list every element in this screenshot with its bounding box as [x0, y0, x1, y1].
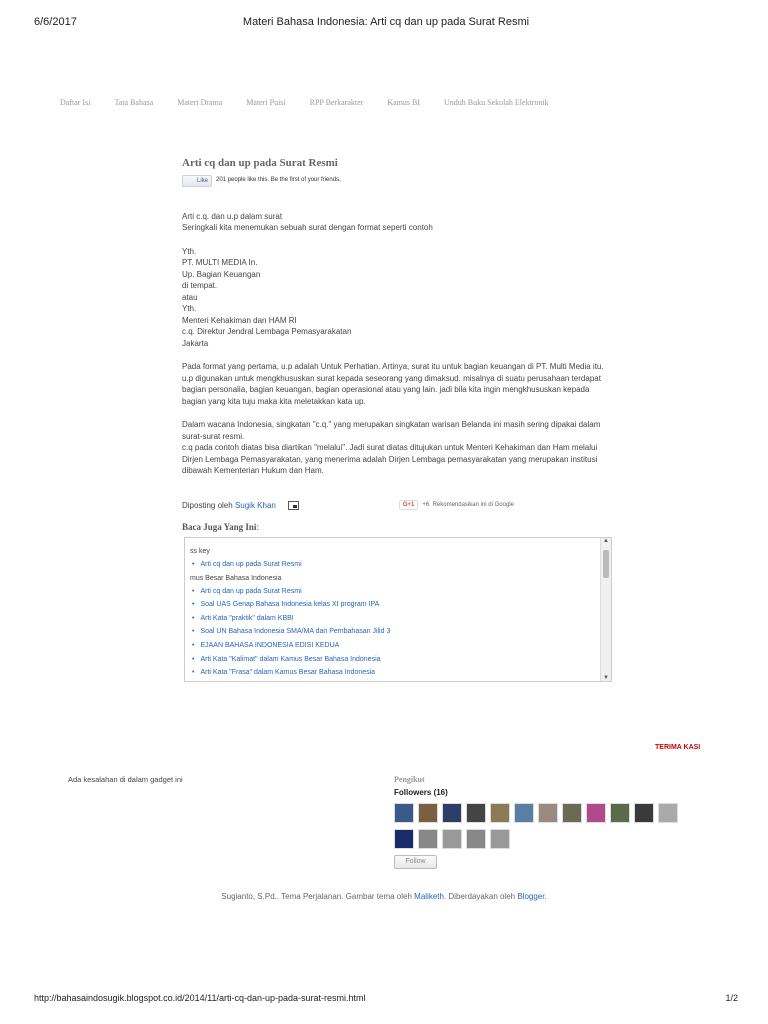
post-footer — [182, 500, 612, 510]
paragraph-up-explanation — [182, 361, 612, 407]
related-link[interactable]: • Arti cq dan up pada Surat Resmi — [190, 558, 611, 572]
facebook-like-row — [182, 175, 612, 187]
nav-item-rpp-berkarakter[interactable]: RPP Berkarakter — [309, 98, 364, 107]
follower-avatar[interactable] — [394, 803, 414, 823]
scroll-thumb[interactable] — [603, 550, 609, 578]
post-line: Seringkali kita menemukan sebuah surat dengan format seperti contoh — [182, 223, 433, 232]
follower-avatars — [394, 803, 689, 855]
follower-avatar[interactable] — [442, 803, 462, 823]
print-page-number: 1/2 — [725, 993, 738, 1003]
paragraph-cq-explanation — [182, 419, 612, 477]
post-line: c.q. Direktur Jendral Lembaga Pemasyarakatan — [182, 327, 352, 336]
credits-middle: . Diberdayakan oleh — [443, 892, 516, 901]
follower-avatar[interactable] — [466, 803, 486, 823]
related-heading-text: Baca Juga Yang Ini — [182, 522, 257, 532]
post-line: c.q pada contoh diatas bisa diartikan "melalui". Jadi surat diatas ditujukan untuk Menteri Kehakiman dan Ham melalui Dirjen Lembaga Pemasyarakatan, yang menerima adalah Dirjen Lembaga pemasyarakatan yang merupakan institusi dibawah Kementerian Hukum dan Ham. — [182, 443, 598, 475]
related-link[interactable]: • Arti cq dan up pada Surat Resmi — [190, 585, 611, 599]
post-line: atau — [182, 292, 198, 302]
post-line: Yth. — [182, 246, 197, 256]
credits-suffix: . — [544, 892, 547, 901]
post-line: PT. MULTI MEDIA In. — [182, 258, 258, 267]
followers-widget — [394, 775, 694, 869]
nav-item-materi-puisi[interactable]: Materi Puisi — [246, 98, 286, 107]
nav-item-tata-bahasa[interactable]: Tata Bahasa — [114, 98, 154, 107]
follower-avatar[interactable] — [562, 803, 582, 823]
post-line: Up. Bagian Keuangan — [182, 269, 261, 279]
credits-prefix: Sugianto, S.Pd.. Tema Perjalanan. Gambar tema oleh — [221, 892, 412, 901]
gplus-count: +6 — [422, 502, 430, 508]
theme-author-link[interactable]: Maliketh — [414, 892, 444, 901]
related-plain-text: mus Besar Bahasa Indonesia — [190, 574, 282, 582]
blogger-link[interactable]: Blogger — [517, 892, 545, 901]
related-link[interactable]: • EJAAN BAHASA INDONESIA EDISI KEDUA — [190, 639, 611, 653]
top-navigation — [60, 98, 708, 107]
follower-avatar[interactable] — [466, 829, 486, 849]
related-heading — [182, 522, 259, 532]
related-link[interactable]: • Arti Kata "praktik" dalam KBBI — [190, 612, 611, 626]
nav-item-materi-drama[interactable]: Materi Drama — [177, 98, 223, 107]
follower-avatar[interactable] — [610, 803, 630, 823]
follower-avatar[interactable] — [514, 803, 534, 823]
related-scrollbar[interactable] — [600, 538, 611, 681]
nav-item-kamus-bi[interactable]: Kamus BI — [387, 98, 421, 107]
print-title: Materi Bahasa Indonesia: Arti cq dan up pada Surat Resmi — [242, 16, 530, 28]
follow-button[interactable]: Follow — [394, 855, 437, 869]
post-line: Dalam wacana Indonesia, singkatan "c.q." yang merupakan singkatan warisan Belanda ini masih sering dipakai dalam surat-surat resmi. — [182, 420, 601, 441]
post-body — [182, 158, 612, 477]
related-link[interactable]: • Soal UAS Genap Bahasa Indonesia kelas XI program IPA — [190, 598, 611, 612]
follower-avatar[interactable] — [490, 803, 510, 823]
paragraph-intro — [182, 211, 612, 234]
follower-avatar[interactable] — [538, 803, 558, 823]
follower-avatar[interactable] — [394, 829, 414, 849]
scroll-up-arrow-icon[interactable]: ▲ — [603, 538, 609, 544]
related-link[interactable]: • Arti Kata "Kalimat" dalam Kamus Besar Bahasa Indonesia — [190, 653, 611, 667]
follower-avatar[interactable] — [634, 803, 654, 823]
post-title[interactable]: Arti cq dan up pada Surat Resmi — [182, 157, 338, 169]
followers-heading: Pengikut — [394, 775, 425, 784]
gplus-text: Rekomendasikan ini di Google — [432, 502, 514, 508]
post-line: Yth. — [182, 304, 197, 313]
print-date: 6/6/2017 — [34, 16, 77, 28]
follower-avatar[interactable] — [442, 829, 462, 849]
follower-avatar[interactable] — [586, 803, 606, 823]
print-header — [34, 16, 738, 32]
nav-item-daftar-isi[interactable]: Daftar Isi — [60, 98, 91, 107]
gplus-button[interactable]: G+1 — [399, 500, 419, 510]
follower-avatar[interactable] — [418, 829, 438, 849]
related-link[interactable]: • Arti Kata "Frasa" dalam Kamus Besar Bahasa Indonesia — [190, 666, 611, 680]
print-footer — [34, 993, 738, 1007]
related-plain-text: ss key — [190, 548, 210, 555]
post-line: u.p digunakan untuk mengkhususkan surat kepada seseorang yang dimaksud. misalnya di suatu perusahaan terdapat bagian personalia, bagian keuangan, bagian operasional atau yang lain. jadi bila kita ingin mengkhususkan kepada bagian yang kita tuju maka kita meletakkan kata up. — [182, 373, 601, 406]
related-posts-box[interactable] — [184, 537, 612, 682]
print-url: http://bahasaindosugik.blogspot.co.id/2014/11/arti-cq-dan-up-pada-surat-resmi.html — [34, 993, 366, 1003]
post-line: di tempat. — [182, 281, 218, 290]
like-button[interactable]: Like — [182, 175, 212, 187]
post-line: Arti c.q. dan u.p dalam surat — [182, 211, 283, 221]
related-posts-list — [185, 538, 611, 680]
follower-avatar[interactable] — [418, 803, 438, 823]
blog-credits — [0, 892, 768, 901]
related-heading-colon: : — [256, 522, 259, 532]
follower-avatar[interactable] — [490, 829, 510, 849]
scroll-down-arrow-icon[interactable]: ▼ — [603, 675, 609, 681]
nav-item-unduh-bse[interactable]: Unduh Buku Sekolah Elektronik — [444, 98, 549, 107]
terima-kasih-text: TERIMA KASI — [655, 744, 701, 751]
followers-count: Followers (16) — [394, 788, 448, 797]
post-line: Jakarta — [182, 338, 209, 348]
follower-avatar[interactable] — [658, 803, 678, 823]
author-link[interactable]: Sugik Khan — [234, 500, 276, 510]
like-count-text: 201 people like this. Be the first of your friends. — [216, 176, 341, 183]
email-post-icon[interactable] — [288, 501, 299, 510]
posted-by-label: Diposting oleh — [182, 500, 233, 510]
gplus-widget — [399, 500, 514, 510]
paragraph-example — [182, 246, 612, 350]
gadget-error-text: Ada kesalahan di dalam gadget ini — [68, 775, 183, 784]
related-link[interactable]: • Soal UN Bahasa Indonesia SMA/MA dan Pembahasan Jilid 3 — [190, 625, 611, 639]
post-line: Pada format yang pertama, u.p adalah Untuk Perhatian. Artinya, surat itu untuk bagian keuangan di PT. Multi Media itu. — [182, 362, 604, 371]
post-line: Menteri Kehakiman dan HAM RI — [182, 315, 297, 325]
